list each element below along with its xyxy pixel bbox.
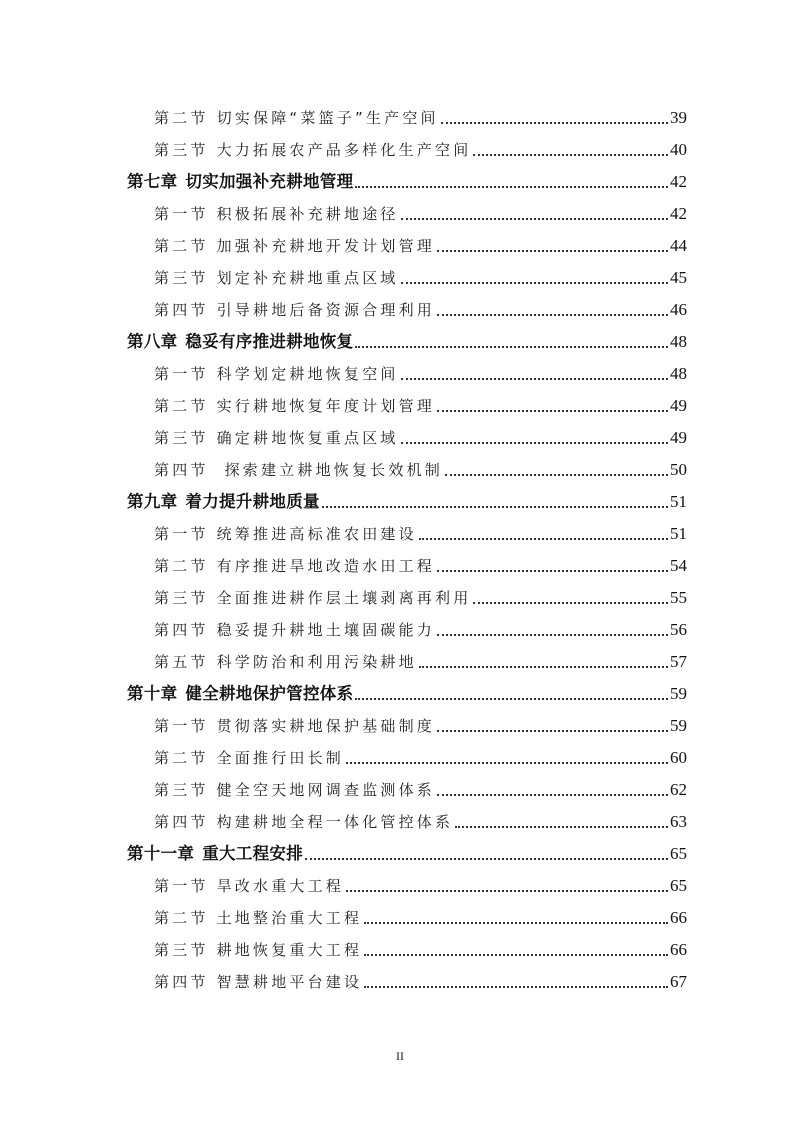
toc-entry-title [127, 170, 353, 194]
toc-entry-section[interactable] [154, 970, 687, 994]
toc-entry-chapter[interactable] [127, 842, 687, 866]
dot-leader [346, 889, 668, 892]
dot-leader [364, 921, 668, 924]
toc-entry-section[interactable] [154, 586, 687, 610]
toc-entry-label: 第二节 [154, 397, 209, 415]
toc-entry-title [154, 778, 435, 802]
toc-entry-section[interactable] [154, 938, 687, 962]
toc-entry-section[interactable] [154, 810, 687, 834]
dot-leader [364, 985, 668, 988]
toc-entry-label: 第一节 [154, 717, 209, 735]
toc-entry-section[interactable] [154, 874, 687, 898]
toc-entry-label: 第二节 [154, 557, 209, 575]
toc-entry-section[interactable] [154, 298, 687, 322]
toc-entry-text: 全面推行田长制 [216, 749, 345, 767]
toc-entry-title [154, 234, 435, 258]
toc-entry-text: 统筹推进高标准农田建设 [216, 525, 417, 543]
toc-entry-chapter[interactable] [127, 330, 687, 354]
toc-entry-title [154, 202, 399, 226]
dot-leader [437, 793, 668, 796]
toc-entry-label: 第七章 [127, 172, 178, 191]
toc-entry-label: 第四节 [154, 301, 209, 319]
toc-page-number: 67 [670, 972, 687, 991]
toc-entry-section[interactable] [154, 202, 687, 226]
dot-leader [401, 217, 668, 220]
toc-entry-text: 土地整治重大工程 [216, 909, 363, 927]
toc-entry-text: 贯彻落实耕地保护基础制度 [216, 717, 436, 735]
toc-page-number: 50 [670, 460, 687, 479]
toc-entry-title [154, 906, 362, 930]
toc-entry-label: 第十一章 [127, 844, 195, 863]
dot-leader [305, 857, 668, 860]
toc-entry-label: 第三节 [154, 429, 209, 447]
toc-entry-text: 全面推进耕作层土壤剥离再利用 [216, 589, 472, 607]
toc-page-number: 56 [670, 620, 687, 639]
dot-leader [419, 537, 668, 540]
toc-entry-text: 切实加强补充耕地管理 [185, 172, 354, 191]
toc-entry-title [154, 458, 443, 482]
dot-leader [437, 249, 668, 252]
toc-page-number: 51 [670, 492, 687, 511]
toc-entry-section[interactable] [154, 554, 687, 578]
toc-entry-section[interactable] [154, 458, 687, 482]
toc-entry-section[interactable] [154, 234, 687, 258]
toc-entry-text: 大力拓展农产品多样化生产空间 [216, 141, 472, 159]
toc-entry-text: 探索建立耕地恢复长效机制 [216, 461, 443, 479]
toc-entry-label: 第一节 [154, 525, 209, 543]
toc-entry-text: 切实保障“菜篮子”生产空间 [216, 109, 439, 127]
toc-entry-text: 旱改水重大工程 [216, 877, 345, 895]
toc-entry-text: 稳妥提升耕地土壤固碳能力 [216, 621, 436, 639]
toc-entry-text: 实行耕地恢复年度计划管理 [216, 397, 436, 415]
toc-entry-label: 第一节 [154, 877, 209, 895]
toc-page-number: 66 [670, 908, 687, 927]
toc-entry-title [154, 522, 417, 546]
dot-leader [322, 505, 668, 508]
dot-leader [445, 473, 668, 476]
toc-page-number: 62 [670, 780, 687, 799]
dot-leader [401, 281, 668, 284]
dot-leader [437, 313, 668, 316]
toc-entry-text: 健全空天地网调查监测体系 [216, 781, 436, 799]
toc-entry-label: 第一节 [154, 365, 209, 383]
toc-entry-label: 第三节 [154, 269, 209, 287]
dot-leader [401, 441, 668, 444]
toc-entry-chapter[interactable] [127, 682, 687, 706]
toc-page-number: 65 [670, 844, 687, 863]
toc-page-number: 55 [670, 588, 687, 607]
toc-entry-title [127, 330, 353, 354]
toc-page-number: 54 [670, 556, 687, 575]
toc-page-number: 48 [670, 364, 687, 383]
toc-page-number: 40 [670, 140, 687, 159]
toc-entry-label: 第三节 [154, 141, 209, 159]
toc-entry-section[interactable] [154, 650, 687, 674]
toc-entry-text: 有序推进旱地改造水田工程 [216, 557, 436, 575]
toc-entry-section[interactable] [154, 426, 687, 450]
toc-entry-title [154, 938, 362, 962]
toc-entry-chapter[interactable] [127, 170, 687, 194]
toc-entry-title [154, 714, 435, 738]
toc-entry-section[interactable] [154, 618, 687, 642]
toc-page-number: 65 [670, 876, 687, 895]
dot-leader [419, 665, 668, 668]
toc-entry-title [154, 554, 435, 578]
toc-page-number: 63 [670, 812, 687, 831]
toc-entry-label: 第二节 [154, 109, 209, 127]
toc-entry-title [127, 842, 303, 866]
toc-page-number: 46 [670, 300, 687, 319]
toc-page-number: 45 [670, 268, 687, 287]
toc-entry-title [154, 394, 435, 418]
toc-entry-section[interactable] [154, 778, 687, 802]
toc-entry-title [154, 106, 439, 130]
dot-leader [437, 569, 668, 572]
dot-leader [473, 153, 668, 156]
toc-entry-label: 第二节 [154, 749, 209, 767]
toc-entry-section[interactable] [154, 746, 687, 770]
toc-entry-text: 着力提升耕地质量 [185, 492, 320, 511]
toc-entry-text: 科学划定耕地恢复空间 [216, 365, 399, 383]
toc-entry-title [154, 138, 471, 162]
toc-entry-section[interactable] [154, 522, 687, 546]
dot-leader [355, 697, 668, 700]
page-number-footer: II [396, 1049, 404, 1063]
toc-entry-title [154, 746, 344, 770]
toc-page-number: 51 [670, 524, 687, 543]
toc-entry-label: 第五节 [154, 653, 209, 671]
toc-entry-title [154, 426, 399, 450]
toc-page-number: 60 [670, 748, 687, 767]
toc-entry-label: 第一节 [154, 205, 209, 223]
toc-page-number: 48 [670, 332, 687, 351]
toc-entry-section[interactable] [154, 362, 687, 386]
toc-entry-label: 第九章 [127, 492, 178, 511]
toc-entry-title [154, 650, 417, 674]
toc-page-number: 42 [670, 172, 687, 191]
dot-leader [355, 185, 668, 188]
toc-page-number: 42 [670, 204, 687, 223]
toc-page-number: 39 [670, 108, 687, 127]
toc-entry-label: 第四节 [154, 813, 209, 831]
toc-entry-section[interactable] [154, 394, 687, 418]
toc-entry-title [127, 682, 353, 706]
toc-entry-label: 第二节 [154, 909, 209, 927]
toc-entry-text: 科学防治和利用污染耕地 [216, 653, 417, 671]
toc-entry-label: 第四节 [154, 461, 209, 479]
toc-entry-label: 第三节 [154, 941, 209, 959]
dot-leader [346, 761, 668, 764]
toc-entry-text: 构建耕地全程一体化管控体系 [216, 813, 454, 831]
toc-entry-chapter[interactable] [127, 490, 687, 514]
toc-entry-section[interactable] [154, 906, 687, 930]
toc-entry-label: 第四节 [154, 973, 209, 991]
dot-leader [473, 601, 668, 604]
toc-entry-text: 加强补充耕地开发计划管理 [216, 237, 436, 255]
toc-entry-title [154, 298, 435, 322]
toc-entry-section[interactable] [154, 138, 687, 162]
dot-leader [364, 953, 668, 956]
dot-leader [355, 345, 668, 348]
toc-page-number: 49 [670, 396, 687, 415]
toc-entry-text: 划定补充耕地重点区域 [216, 269, 399, 287]
toc-entry-label: 第八章 [127, 332, 178, 351]
dot-leader [437, 729, 668, 732]
toc-entry-label: 第十章 [127, 684, 178, 703]
dot-leader [437, 409, 668, 412]
toc-entry-text: 确定耕地恢复重点区域 [216, 429, 399, 447]
toc-entry-section[interactable] [154, 266, 687, 290]
toc-entry-title [154, 970, 362, 994]
toc-entry-label: 第二节 [154, 237, 209, 255]
toc-entry-text: 智慧耕地平台建设 [216, 973, 363, 991]
dot-leader [455, 825, 668, 828]
toc-entry-text: 健全耕地保护管控体系 [185, 684, 354, 703]
toc-entry-title [154, 874, 344, 898]
toc-entry-text: 稳妥有序推进耕地恢复 [185, 332, 354, 351]
toc-entry-text: 重大工程安排 [202, 844, 304, 863]
toc-entry-title [154, 362, 399, 386]
dot-leader [441, 121, 668, 124]
toc-entry-text: 积极拓展补充耕地途径 [216, 205, 399, 223]
toc-page-number: 59 [670, 716, 687, 735]
toc-entry-title [127, 490, 320, 514]
toc-entry-title [154, 618, 435, 642]
toc-page-number: 57 [670, 652, 687, 671]
dot-leader [401, 377, 668, 380]
toc-entry-section[interactable] [154, 714, 687, 738]
toc-entry-section[interactable] [154, 106, 687, 130]
toc-page-number: 49 [670, 428, 687, 447]
toc-entry-title [154, 586, 471, 610]
toc-page-number: 66 [670, 940, 687, 959]
toc-entry-text: 引导耕地后备资源合理利用 [216, 301, 436, 319]
toc-entry-text: 耕地恢复重大工程 [216, 941, 363, 959]
toc-page-number: 44 [670, 236, 687, 255]
toc-entry-title [154, 810, 453, 834]
toc-entry-label: 第三节 [154, 781, 209, 799]
toc-page-number: 59 [670, 684, 687, 703]
toc-entry-title [154, 266, 399, 290]
dot-leader [437, 633, 668, 636]
toc-entry-label: 第三节 [154, 589, 209, 607]
toc-entry-label: 第四节 [154, 621, 209, 639]
